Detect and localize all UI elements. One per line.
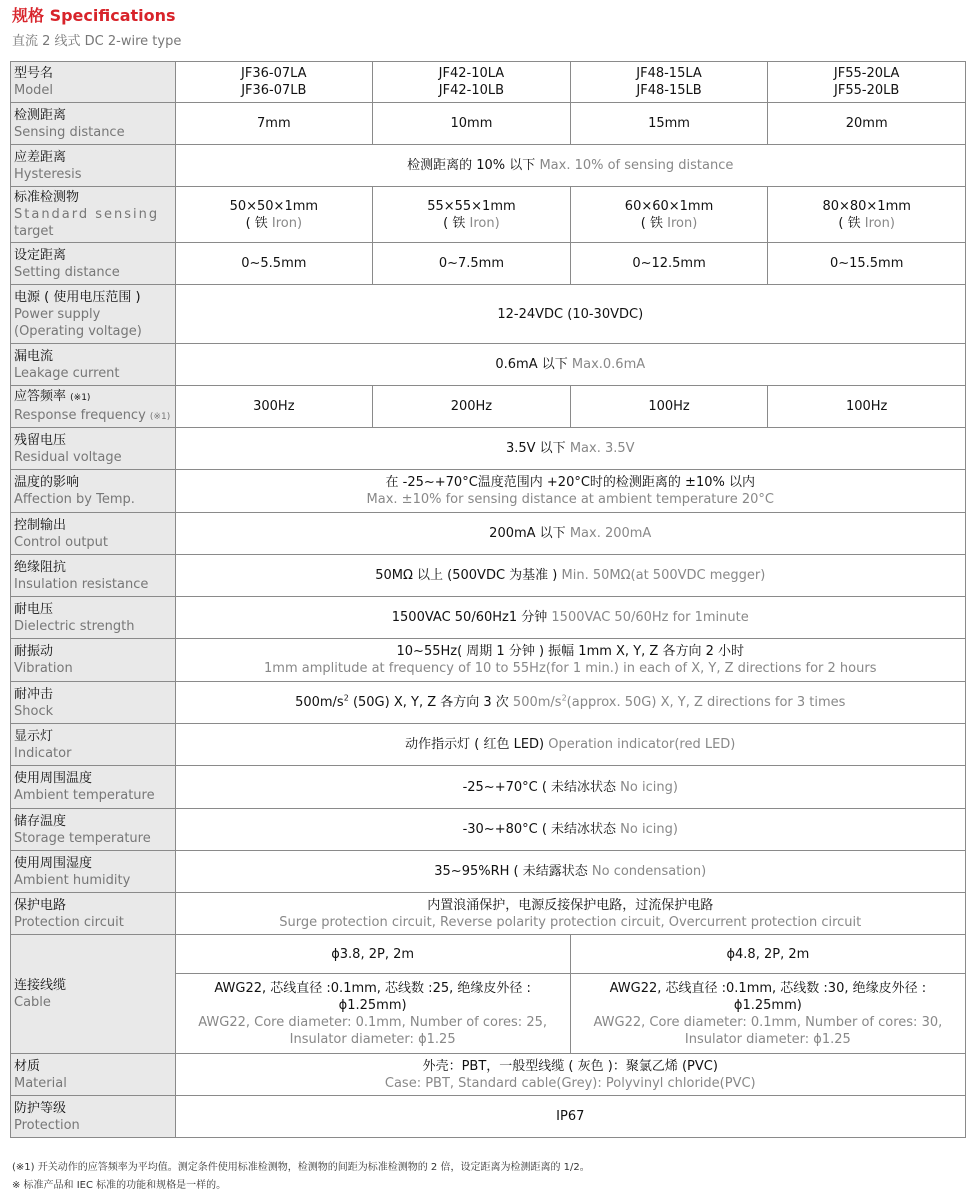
row-residual-voltage: [11, 428, 966, 470]
label-leakage-current: 漏电流 Leakage current: [11, 344, 176, 386]
section-subtitle: 直流 2 线式 DC 2-wire type: [12, 34, 182, 49]
target-value: 80×80×1mm ( 铁 Iron): [768, 187, 966, 243]
footnote-response: (※1) 开关动作的应答频率为平均值。测定条件使用标准检测物，检测物的间距为标准检测物的 2 倍，设定距离为检测距离的 1/2。: [12, 1162, 590, 1173]
row-material: [11, 1054, 966, 1096]
sensing-value: 20mm: [768, 103, 966, 145]
specifications-table: [10, 61, 966, 1138]
label-storage-temperature: 储存温度 Storage temperature: [11, 809, 176, 851]
row-response-frequency: [11, 386, 966, 428]
label-hysteresis: 应差距离 Hysteresis: [11, 145, 176, 187]
label-control-output: 控制输出 Control output: [11, 513, 176, 555]
row-protection: [11, 1096, 966, 1138]
response-value: 300Hz: [175, 386, 373, 428]
model-cell: JF36-07LA JF36-07LB: [175, 62, 373, 103]
setting-value: 0~7.5mm: [373, 243, 571, 285]
power-value: 12-24VDC (10-30VDC): [175, 285, 965, 344]
sensing-value: 7mm: [175, 103, 373, 145]
sensing-value: 10mm: [373, 103, 571, 145]
label-material: 材质 Material: [11, 1054, 176, 1096]
hysteresis-value: 检测距离的 10% 以下 Max. 10% of sensing distance: [175, 145, 965, 187]
cable-detail-value: AWG22, 芯线直径 :0.1mm, 芯线数 :30, 绝缘皮外径 : ϕ1.25mm) AWG22, Core diameter: 0.1mm, Number of cores: 30, Insulator diameter: ϕ1.25: [570, 974, 965, 1054]
label-protection-circuit: 保护电路 Protection circuit: [11, 893, 176, 935]
setting-value: 0~12.5mm: [570, 243, 768, 285]
dielectric-value: 1500VAC 50/60Hz1 分钟 1500VAC 50/60Hz for 1minute: [175, 597, 965, 639]
temp-value: 在 -25~+70°C温度范围内 +20°C时的检测距离的 ±10% 以内 Max. ±10% for sensing distance at ambient temperature 20°C: [175, 470, 965, 513]
cable-detail-value: AWG22, 芯线直径 :0.1mm, 芯线数 :25, 绝缘皮外径 : ϕ1.25mm) AWG22, Core diameter: 0.1mm, Number of cores: 25, Insulator diameter: ϕ1.25: [175, 974, 570, 1054]
storage-temperature-value: -30~+80°C ( 未结冰状态 No icing): [175, 809, 965, 851]
label-residual-voltage: 残留电压 Residual voltage: [11, 428, 176, 470]
setting-value: 0~5.5mm: [175, 243, 373, 285]
control-value: 200mA 以下 Max. 200mA: [175, 513, 965, 555]
row-dielectric-strength: [11, 597, 966, 639]
label-ambient-humidity: 使用周围湿度 Ambient humidity: [11, 851, 176, 893]
target-value: 50×50×1mm ( 铁 Iron): [175, 187, 373, 243]
label-sensing-distance: 检测距离 Sensing distance: [11, 103, 176, 145]
row-vibration: [11, 639, 966, 682]
cable-size-value: ϕ4.8, 2P, 2m: [570, 935, 965, 974]
label-protection: 防护等级 Protection: [11, 1096, 176, 1138]
vibration-value: 10~55Hz( 周期 1 分钟 ) 振幅 1mm X, Y, Z 各方向 2 小时 1mm amplitude at frequency of 10 to 55Hz(for 1 min.) in each of X, Y, Z directions for 2 hours: [175, 639, 965, 682]
row-indicator: [11, 724, 966, 766]
label-setting-distance: 设定距离 Setting distance: [11, 243, 176, 285]
row-model: [11, 62, 966, 103]
material-value: 外壳：PBT，一般型线缆 ( 灰色 )：聚氯乙烯 (PVC) Case: PBT, Standard cable(Grey): Polyvinyl chloride(PVC): [175, 1054, 965, 1096]
label-vibration: 耐振动 Vibration: [11, 639, 176, 682]
section-title: 规格 Specifications: [12, 6, 176, 25]
insulation-value: 50MΩ 以上 (500VDC 为基准 ) Min. 50MΩ(at 500VDC megger): [175, 555, 965, 597]
setting-value: 0~15.5mm: [768, 243, 966, 285]
target-value: 60×60×1mm ( 铁 Iron): [570, 187, 768, 243]
label-insulation-resistance: 绝缘阻抗 Insulation resistance: [11, 555, 176, 597]
row-control-output: [11, 513, 966, 555]
response-value: 100Hz: [768, 386, 966, 428]
label-cable: 连接线缆 Cable: [11, 935, 176, 1054]
row-setting-distance: [11, 243, 966, 285]
row-insulation-resistance: [11, 555, 966, 597]
ambient-temperature-value: -25~+70°C ( 未结冰状态 No icing): [175, 766, 965, 809]
label-shock: 耐冲击 Shock: [11, 682, 176, 724]
row-power-supply: [11, 285, 966, 344]
label-dielectric-strength: 耐电压 Dielectric strength: [11, 597, 176, 639]
label-standard-target: 标准检测物 Standard sensing target: [11, 187, 176, 243]
label-affection-by-temp: 温度的影响 Affection by Temp.: [11, 470, 176, 513]
sensing-value: 15mm: [570, 103, 768, 145]
label-model: 型号名 Model: [11, 62, 176, 103]
shock-value: $500m/s^2$ (50G) X, Y, Z 各方向 3 次 $500m/s^2(approx$. 50G) X, Y, Z directions for 3 times: [175, 682, 965, 724]
row-affection-by-temp: [11, 470, 966, 513]
leakage-value: 0.6mA 以下 Max.0.6mA: [175, 344, 965, 386]
residual-value: 3.5V 以下 Max. 3.5V: [175, 428, 965, 470]
row-ambient-temperature: [11, 766, 966, 809]
label-indicator: 显示灯 Indicator: [11, 724, 176, 766]
indicator-value: 动作指示灯 ( 红色 LED) Operation indicator(red LED): [175, 724, 965, 766]
protection-value: IP67: [175, 1096, 965, 1138]
row-protection-circuit: [11, 893, 966, 935]
row-cable: [11, 935, 966, 974]
row-standard-target: [11, 187, 966, 243]
target-value: 55×55×1mm ( 铁 Iron): [373, 187, 571, 243]
protection-circuit-value: 内置浪涌保护，电源反接保护电路，过流保护电路 Surge protection circuit, Reverse polarity protection circuit, Overcurrent protection circuit: [175, 893, 965, 935]
label-power-supply: 电源 ( 使用电压范围 ) Power supply (Operating voltage): [11, 285, 176, 344]
row-storage-temperature: [11, 809, 966, 851]
footnote-iec: ※ 标准产品和 IEC 标准的功能和规格是一样的。: [12, 1180, 227, 1191]
row-shock: [11, 682, 966, 724]
row-hysteresis: [11, 145, 966, 187]
model-cell: JF48-15LA JF48-15LB: [570, 62, 768, 103]
row-ambient-humidity: [11, 851, 966, 893]
response-value: 100Hz: [570, 386, 768, 428]
model-cell: JF55-20LA JF55-20LB: [768, 62, 966, 103]
model-cell: JF42-10LA JF42-10LB: [373, 62, 571, 103]
row-leakage-current: [11, 344, 966, 386]
cable-size-value: ϕ3.8, 2P, 2m: [175, 935, 570, 974]
row-sensing-distance: [11, 103, 966, 145]
label-response-frequency: 应答频率 (※1) Response frequency (※1): [11, 386, 176, 428]
response-value: 200Hz: [373, 386, 571, 428]
label-ambient-temperature: 使用周围温度 Ambient temperature: [11, 766, 176, 809]
humidity-value: 35~95%RH ( 未结露状态 No condensation): [175, 851, 965, 893]
